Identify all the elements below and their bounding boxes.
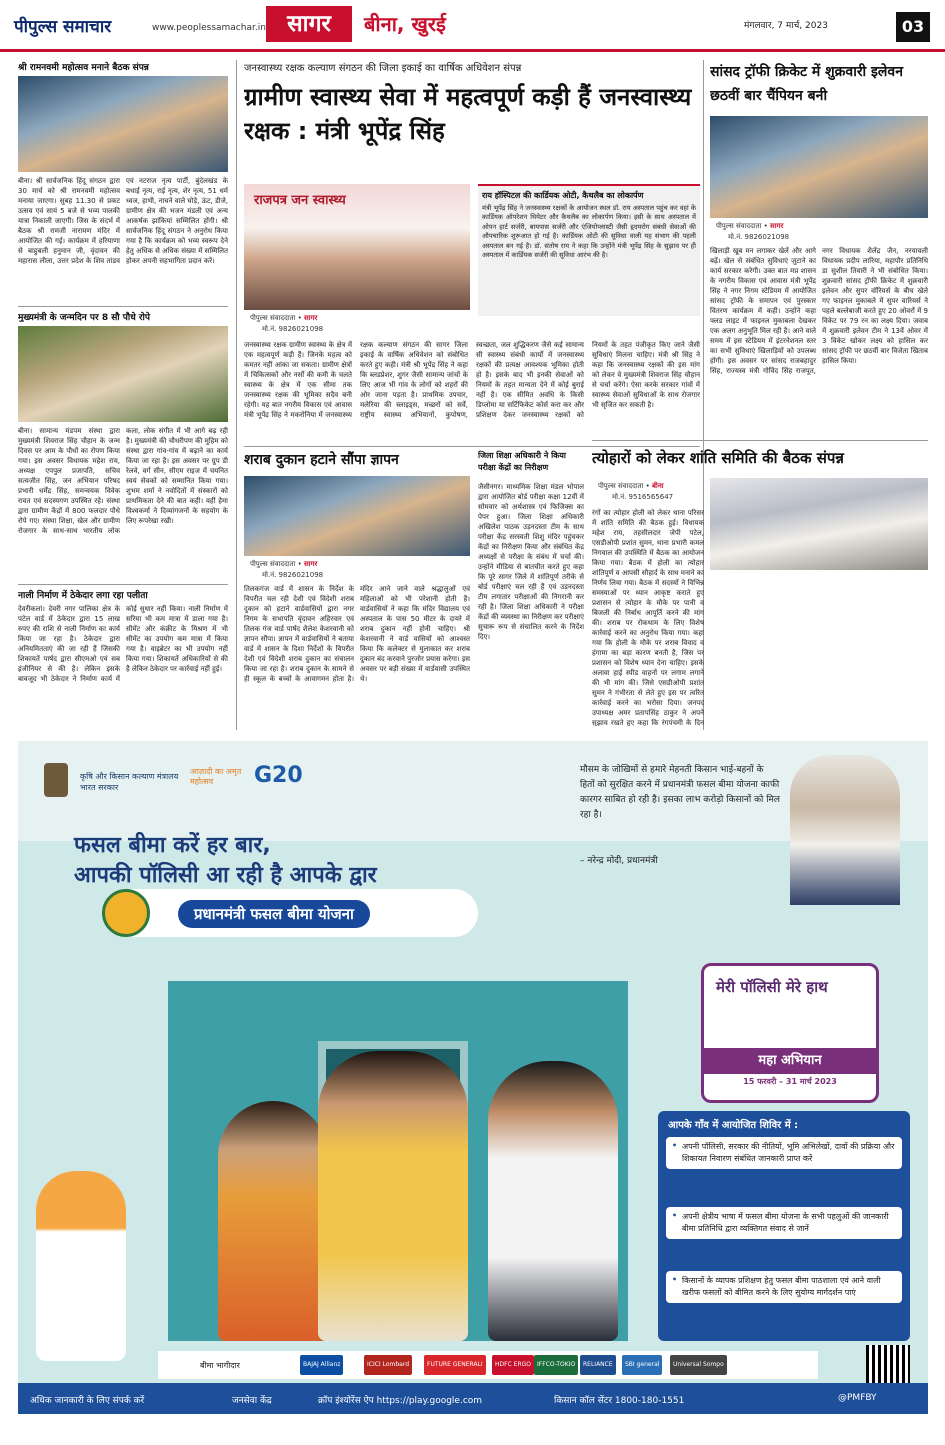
wheat-logo-icon xyxy=(102,889,150,937)
campaign-dates: 15 फरवरी – 31 मार्च 2023 xyxy=(743,1077,837,1086)
exam-headline-wrap xyxy=(478,450,584,478)
cardiac-ot-sidebar xyxy=(478,184,700,316)
plantation-photo xyxy=(18,326,228,422)
city-title: सागर xyxy=(266,6,352,42)
lead-headline-wrap xyxy=(244,80,700,176)
subcities-title: बीना, खुरई xyxy=(364,12,446,36)
lead-body: जनस्वास्थ्य रक्षक ग्रामीण स्वास्थ्य के क्षेत्र में एक महत्वपूर्ण कड़ी हैं। जिनके महत्व को कमतर नहीं आंका जा सकता। ग्रामीण क्षेत्रों में चिकित्सकों और नर्सों की कमी के चलते स्वास्थ्य के क्षेत्र में एक सीमा तक जनस्वास्थ्य रक्षक की भूमिका सदैव बनी रहेगी। यह बात नगरीय विकास एवं आवास मंत्री भूपेंद्र सिंह ने मकरोनिया में जनस्वास्थ्य रक्षक कल्याण संगठन की सागर जिला इकाई के वार्षिक अधिवेशन को संबोधित करते हुए कही। मंत्री श्री भूपेंद्र सिंह ने कहा कि ब्लडप्रेशर, शुगर जैसी सामान्य जांचों के लिए आज भी गांव के लोगों को शहरों की ओर जाना पड़ता है। प्राथमिक उपचार, मलेरिया की स्लाइड्स, मच्छरों को सर्वे, राष्ट्रीय स्वास्थ्य अभियानों, कुपोषण, स्वच्छता, जल शुद्धिकरण जैसे कई सामान्य सी स्वास्थ्य संबंधी कार्यों में जनस्वास्थ्य रक्षकों की प्रत्यक्ष आवश्यक भूमिका होती हो है। इसके बाद भी इनकी सेवाओं को नियमों के तहत मान्यता देने में कोई बुराई नहीं है। एक सीमित अवधि के किसी डिप्लोमा या सर्टिफिकेट कोर्स करा कर और प्रशिक्षण देकर जनस्वास्थ्य रक्षकों को नियमों के तहत पंजीकृत किए जाने जैसी सुविधाएं मिलना चाहिए। मंत्री श्री सिंह ने कहा कि जनस्वास्थ्य रक्षकों की इस मांग को लेकर वे मुख्यमंत्री शिवराज सिंह चौहान से चर्चा करेंगे। ऐसा करके सरकार गांवों में स्वास्थ्य सेवाओं सुविधाओं के साथ रोजगार भी सृजित कर सकती है। xyxy=(244,341,700,419)
peace-body-continued xyxy=(710,574,928,726)
insurer-logo: BAJAJ Allianz xyxy=(300,1355,343,1375)
lead-kicker-wrap xyxy=(244,60,700,76)
credit-place: सागर xyxy=(304,314,318,322)
credit-mobile: मो.नं. 9826021098 xyxy=(728,233,790,241)
credit-name: पीपुल्स संवाददाता xyxy=(598,482,644,490)
mascot-illustration xyxy=(36,1171,126,1361)
issue-date: मंगलवार, 7 मार्च, 2023 xyxy=(744,21,828,31)
camp-benefits-box xyxy=(658,1111,910,1341)
sidebar-body: मंत्री भूपेंद्र सिंह ने जनस्वास्थ्य रक्षकों के आयोजन स्थल डॉ. राय अस्पताल पहुंच कर वहां के कार्डियक ऑपरेशन थियेटर और कैथलैब का लोकार्पण किया। इसी के साथ अस्पताल में ओपन हार्ट सर्जरी, बायपास सर्जरी और एंजियोप्लास्टी जैसी हृदयरोग संबंधी सेवाओं की औपचारिक शुरूआत हो गई है। कार्डियक ओटी की सुविधा वाली यह संभाग की पहली अस्पताल बन गई है। डॉ. संतोष राय ने कहा कि उन्होंने मंत्री भूपेंद्र सिंह के सुझाव पर ही अस्पताल में कार्डियक सर्जरी की सुविधा आरंभ की है। xyxy=(482,204,696,260)
insurer-logo: HDFC ERGO xyxy=(492,1355,534,1375)
cricket-team-photo xyxy=(710,116,928,218)
article-body: बीना। सामान्य मंडपम संस्था द्वारा मुख्यमंत्री शिवराज सिंह चौहान के जन्म दिवस पर आम के पौधों का रोपण किया गया। इस अवसर विधायक महेश राय, अध्यक्ष एपपुल प्रजापति, सचिव सत्यजीत सिंह, जन अभियान परिषद प्रभारी धर्मेंद्र सिंह, समन्वयक विवेक रावत एवं सदस्यगण उपस्थित रहे। संस्था द्वारा ग्रामीण केंद्रों में 800 फलदार पौधे रोपे गए। संस्था शिक्षा, खेल और ग्रामीण रोजगार के साथ-साथ भारतीय लोक कला, लोक संगीत में भी आगे बढ़ रही है। मुख्यमंत्री की चौधरीपण की मुहिम को संस्था द्वारा गांव-गांव में बढ़ाने का कार्य किया जा रहा है। इस अवसर पर ग्रुप डी रेलवे, वर्ग सीन, सीएम राइज में चयनित स्वयं सेवकों को सम्मानित किया गया। शुभम शर्मा ने नवोदितों में संस्कारों को प्राथमिकता देने की बात कही। वहीं हेमा विश्वकर्मा ने दिव्यांगजनों के सहयोग के लिए रूपरेखा रखी। xyxy=(18,427,228,535)
farmer-figure xyxy=(318,1051,468,1341)
masthead xyxy=(0,0,945,52)
article-body: देवरीकलां। देवरी नगर पालिका क्षेत्र के पटेल वार्ड में ठेकेदार द्वारा 15 लाख रुपए की राशि से नाली निर्माण का कार्य किया जा रहा है। ठेकेदार द्वारा अनियमितताएं की जा रही हैं जिसकी शिकायतें पार्षद द्वारा सीएमओ एवं सब इंजीनियर से की है। लेकिन इसके बावजूद भी ठेकेदार ने निर्माण कार्य में कोई सुधार नहीं किया। नाली निर्माण में सरिया भी कम मात्रा में डाला गया है। सीमेंट और कंक्रीट के मिश्रण में भी सीमेंट का उपयोग कम मात्रा में किया गया है। वाइब्रेटर का भी उपयोग नहीं किया गया। शिकायतें अधिकारियों से की है लेकिन ठेकेदार पर कार्रवाई नहीं हुई। xyxy=(18,605,228,683)
insurance-agent-figure xyxy=(488,1061,618,1341)
campaign-badge xyxy=(701,963,879,1103)
national-emblem-icon xyxy=(44,763,68,797)
camp-heading: आपके गाँव में आयोजित शिविर में : xyxy=(668,1120,799,1131)
divider xyxy=(18,584,228,585)
g20-logo: G20 xyxy=(254,763,303,788)
page-number: 03 xyxy=(896,12,930,42)
insurers-label: बीमा भागीदार xyxy=(200,1361,240,1370)
article-headline: नाली निर्माण में ठेकेदार लगा रहा पलीता xyxy=(18,591,148,600)
exam-body: जैसीनगर। माध्यमिक शिक्षा मंडल भोपाल द्वारा आयोजित बोर्ड परीक्षा कक्षा 12वीं में सोमवार को अर्थशास्त्र एवं फिजिक्स का पेपर हुआ। जिला शिक्षा अधिकारी अखिलेश पाठक उड़नदस्ता टीम के साथ परीक्षा केंद्र सरस्वती शिशु मंदिर पहुंचकर केंद्रों का निरीक्षण किया और संबंधित केंद्र अध्यक्षों से परीक्षा के संबंध में चर्चा की। उन्होंने मीडिया से बातचीत करते हुए कहा कि पूरे सागर जिले में शांतिपूर्ण तरीके से बोर्ड परीक्षाएं चल रही हैं एवं उड़नदस्ता टीम लगातार परीक्षाओं की निगरानी कर रही है। जिला शिक्षा अधिकारी ने परीक्षा केंद्रों की व्यवस्था का निरीक्षण कर परीक्षाएं सुचारू रूप से संचालित करने के निर्देश दिए। xyxy=(478,483,584,641)
pmfby-advertisement xyxy=(18,741,928,1414)
azadi-logo-text: आज़ादी का अमृत महोत्सव xyxy=(190,767,242,786)
lead-headline: ग्रामीण स्वास्थ्य सेवा में महत्वपूर्ण कड़ी हैं जनस्वास्थ्य रक्षक : मंत्री भूपेंद्र सिंह xyxy=(244,83,692,145)
cricket-headline: सांसद ट्रॉफी क्रिकेट में शुक्रवारी इलेवन छठवीं बार चैंपियन बनी xyxy=(710,64,903,104)
peace-headline: त्योहारों को लेकर शांति समिति की बैठक संपन्न xyxy=(592,449,844,467)
credit-place: बीना xyxy=(652,482,664,490)
credit-place: सागर xyxy=(770,222,784,230)
article-headline: श्री रामनवमी महोत्सव मनाने बैठक संपन्न xyxy=(18,63,149,72)
peace-body: रंगों का त्योहार होली को लेकर थाना परिसर में शांति समिति की बैठक हुई। विधायक महेश राय, तहसीलदार जेपी पटेल, एसडीओपी प्रशांत सुमन, थाना प्रभारी कमल निगवाल की उपस्थिति में बैठक का आयोजन किया गया। बैठक में होली का त्योहार शांतिपूर्ण व आपसी सौहार्द के साथ मनाने का निर्णय लिया गया। बैठक में सदस्यों ने विभिन्न समस्याओं पर ध्यान आकृष्ट कराते हुए प्रशासन से त्योहार के मौके पर पानी व बिजली की निर्बाध आपूर्ति करने की मांग की। शराब पर रोकथाम के लिए विशेष कार्रवाई करने का अनुरोध किया गया। कहा गया कि होली के मौके पर शराब विवाद व हंगामा का बड़ा कारण बनती है, जिस पर प्रशासन को विशेष ध्यान देना चाहिए। इसके अलावा हाई स्पीड वाहनों पर लगाम लगाने की भी मांग की। जिसे एसडीओपी प्रशांत सुमन ने गंभीरता से लेते हुए इस पर त्वरित कार्रवाई करने का भरोसा दिया। जनपद उपाध्यक्ष अमर प्रतापसिंह ठाकुर ने अपने सुझाव रखते हुए कहा कि रंगपंचमी के दिन xyxy=(592,509,704,726)
pm-quote-attribution: – नरेन्द्र मोदी, प्रधानमंत्री xyxy=(580,856,658,866)
photo-credit: पीपुल्स संवाददाता • सागर xyxy=(250,560,318,568)
photo-credit: पीपुल्स संवाददाता • सागर xyxy=(250,314,318,322)
campaign-title: मेरी पॉलिसी मेरे हाथ xyxy=(716,978,828,996)
insurer-logo: ICICI Lombard xyxy=(364,1355,412,1375)
camp-benefit-item: • अपनी क्षेत्रीय भाषा में फसल बीमा योजना के सभी पहलुओं की जानकारी बीमा प्रतिनिधि द्वारा व्यक्तिगत संवाद से जानें xyxy=(666,1207,902,1239)
credit-mobile: मो.नं. 9826021098 xyxy=(262,325,324,333)
photo-credit: पीपुल्स संवाददाता • बीना xyxy=(598,482,664,490)
slogan-line-1: फसल बीमा करें हर बार, xyxy=(74,833,271,858)
article-ramnavami-headline-wrap xyxy=(18,60,228,72)
insurer-logo: Universal Sompo xyxy=(670,1355,727,1375)
credit-place: सागर xyxy=(304,560,318,568)
newspaper-logo: पीपुल्स समाचार xyxy=(14,17,112,37)
ad-slogan xyxy=(74,831,377,891)
liquor-headline-wrap xyxy=(244,450,470,472)
website-url[interactable]: www.peoplessamachar.in xyxy=(152,23,266,33)
meeting-photo xyxy=(18,76,228,172)
exam-headline: जिला शिक्षा अधिकारी ने किया परीक्षा केंद्रों का निरीक्षण xyxy=(478,451,566,472)
prime-minister-photo xyxy=(790,755,900,905)
csc-link[interactable]: जनसेवा केंद्र xyxy=(232,1396,272,1406)
article-drain-headline-wrap xyxy=(18,588,228,600)
column-divider xyxy=(236,60,237,730)
peace-meeting-photo xyxy=(710,478,928,570)
camp-benefit-item: • अपनी पॉलिसी, सरकार की नीतियों, भूमि अभिलेखों, दावों की प्रक्रिया और शिकायत निवारण संबंधित जानकारी प्राप्त करें xyxy=(666,1137,902,1169)
insurer-logo: FUTURE GENERALI xyxy=(424,1355,486,1375)
liquor-headline: शराब दुकान हटाने सौंपा ज्ञापन xyxy=(244,452,399,468)
cricket-headline-wrap xyxy=(710,60,928,112)
divider xyxy=(18,306,228,307)
credit-name: पीपुल्स संवाददाता xyxy=(250,314,296,322)
pm-quote: मौसम के जोखिमों से हमारे मेहनती किसान भाई-बहनों के हितों को सुरक्षित करने में प्रधानमंत्री फसल बीमा योजना काफी कारगर साबित हो रही है। इसका लाभ करोड़ो किसानों को मिल रहा है। xyxy=(580,765,781,820)
sidebar-headline: राय हॉस्पिटल की कार्डियक ओटी, कैथलैब का लोकार्पण xyxy=(482,191,644,200)
scheme-banner xyxy=(102,889,478,937)
contact-label: अधिक जानकारी के लिए संपर्क करें xyxy=(30,1396,145,1406)
photo-banner-text: राजपत्र जन स्वास्थ्य xyxy=(254,193,346,208)
article-cm-birthday-headline-wrap xyxy=(18,310,228,322)
call-center[interactable]: किसान कॉल सेंटर 1800-180-1551 xyxy=(554,1396,685,1406)
credit-name: पीपुल्स संवाददाता xyxy=(250,560,296,568)
cricket-body: खिलाड़ी खूब मन लगाकर खेलें और आगे बढ़ें। खेल से संबंधित सुविधाएं जुटाने का कार्य सरकार करेगी। उक्त बात मप्र शासन के नगरीय विकास एवं आवास मंत्री भूपेंद्र सिंह ने नगर निगम स्टेडियम में आयोजित सांसद ट्रॉफी के समापन एवं पुरस्कार वितरण कार्यक्रम में कही। उन्होंने कहा फ्लड लाइट में फाइनल मुकाबला देखकर एक अलग अनुभूति मिल रही है। आने वाले समय में इस स्टेडियम में इंटरनेशनल स्तर का सभी सुविधाएं खिलाड़ियों को उपलब्ध होंगी। इस अवसर पर सांसद राजबहादुर सिंह, राज्यस्व मंत्री गोविंद सिंह राजपूत, नगर विधायक शैलेंद्र जैन, नरयावली विधायक प्रदीप लारिया, महापौर प्रतिनिधि डा सुशील तिवारी ने भी संबोधित किया। शुक्रवारी सांसद ट्रॉफी क्रिकेट में शुक्रवारी इलेवन और सुपर वॉरियर्स के बीच खेले गए फाइनल मुकाबले में सुपर वारियर्स ने पहले बल्लेबाजी करते हुए 20 ओवरों में 9 विकेट पर 79 रन का लक्ष्य दिया। जवाब में शुक्रवारी इलेवन टीम ने 13वें ओवर में 3 विकेट खोकर लक्ष्य को हासिल कर सांसद ट्रॉफी पर छठवीं बार विजेता खिताब हासिल किया। xyxy=(710,247,928,375)
article-body: बीना। श्री सार्वजनिक हिंदू संगठन द्वारा 30 मार्च को श्री रामनवमी महोत्सव मनाया जाएगा। सुबह 11.30 से प्रकट उत्सव एवं सायं 5 बजे से भव्य पालकी यात्रा निकाली जाएगी। जिस के संदर्भ में बैठक श्री रामजी नारायण मंदिर में आयोजित की गई। कार्यक्रम में हरियाणा से बाहुबली हनुमान जी, वृंदावन की महारास लीला, उत्तर प्रदेश के शिव तांडव एवं नटराज नृत्य पार्टी, बुंदेलखंड के बधाई नृत्य, राई नृत्य, शेर नृत्य, 51 धर्म ध्वज, हाथी, नाचने वाले घोड़े, ऊंट, डीजे, ग्रामीण क्षेत्र की भजन मंडली एवं अन्य आकर्षक झांकियां सम्मिलित होंगी। श्री सार्वजनिक हिंदू संगठन ने अनुरोध किया गया है कि कार्यक्रम को भव्य स्वरूप देने हेतु अधिक से अधिक संख्या में सम्मिलित होकर अपनी सहभागिता प्रदान करें। xyxy=(18,177,228,265)
insurer-logo: IFFCO-TOKIO xyxy=(534,1355,578,1375)
scheme-name: प्रधानमंत्री फसल बीमा योजना xyxy=(178,900,370,928)
app-link[interactable]: क्रॉप इंश्योरेंस ऐप https://play.google.com xyxy=(318,1396,483,1406)
woman-figure xyxy=(218,1101,328,1341)
slogan-line-2: आपकी पॉलिसी आ रही है आपके द्वार xyxy=(74,863,377,888)
campaign-band: महा अभियान xyxy=(704,1048,876,1074)
divider xyxy=(592,440,928,441)
peace-headline-wrap xyxy=(592,448,928,474)
insurer-logo: SBI general xyxy=(622,1355,662,1375)
credit-mobile: मो.नं. 9826021098 xyxy=(262,571,324,579)
camp-benefit-item: • किसानों के व्यापक प्रशिक्षण हेतु फसल बीमा पाठशाला एवं आने वाली खरीफ फसलों को बीमित करने के लिए सुयोग्य मार्गदर्शन पाएं xyxy=(666,1271,902,1303)
article-headline: मुख्यमंत्री के जन्मदिन पर 8 सौ पौधे रोपे xyxy=(18,313,150,322)
divider xyxy=(244,446,700,447)
liquor-body: तिलकगंज वार्ड में शासन के निर्देश के विपरीत चल रही देशी एवं विदेशी शराब दुकान को हटाने वार्डवासियों द्वारा नगर निगम के सभापति वृंदावन अहिरवार एवं तिलक गंज वार्ड पार्षद शैलेश केशरवानी को ज्ञापन सौंपा। ज्ञापन में वार्डवासियों ने बताया वार्ड में शासन के दिशा निर्देशों के विपरीत देशी एवं विदेशी शराब दुकान का संचालन किया जा रहा है। शराब दुकान के सामने से ही स्कूल के बच्चों के आवागमन होता है। मंदिर आने जाने वाले श्रद्धालुओं एवं महिलाओं को भी परेशानी होती है। वार्डवासियों ने कहा कि मंदिर विद्यालय एवं अस्पताल के पास 50 मीटर के दायरे में शराब दुकान नहीं होनी चाहिए। श्री केशरवानी ने वार्ड वासियों को आश्वस्त किया कि कलेक्टर से मुलाकात कर शराब दुकान बंद करवाने पुरजोर प्रयास करेगा। इस अवसर पर बड़ी संख्या में वार्डवासी उपस्थित थे। xyxy=(244,585,470,683)
lead-kicker: जनस्वास्थ्य रक्षक कल्याण संगठन की जिला इकाई का वार्षिक अधिवेशन संपन्न xyxy=(244,63,522,74)
minister-stage-photo xyxy=(244,184,470,310)
memorandum-photo xyxy=(244,476,470,556)
ministry-name: कृषि और किसान कल्याण मंत्रालय भारत सरकार xyxy=(80,772,179,792)
social-handle[interactable]: @PMFBY xyxy=(838,1393,877,1403)
photo-credit: पीपुल्स संवाददाता • सागर xyxy=(716,222,784,230)
qr-code[interactable] xyxy=(866,1345,910,1385)
credit-mobile: मो.नं. 9516565647 xyxy=(612,493,674,501)
ad-footer xyxy=(18,1383,928,1414)
credit-name: पीपुल्स संवाददाता xyxy=(716,222,762,230)
insurer-logo: RELIANCE xyxy=(580,1355,616,1375)
